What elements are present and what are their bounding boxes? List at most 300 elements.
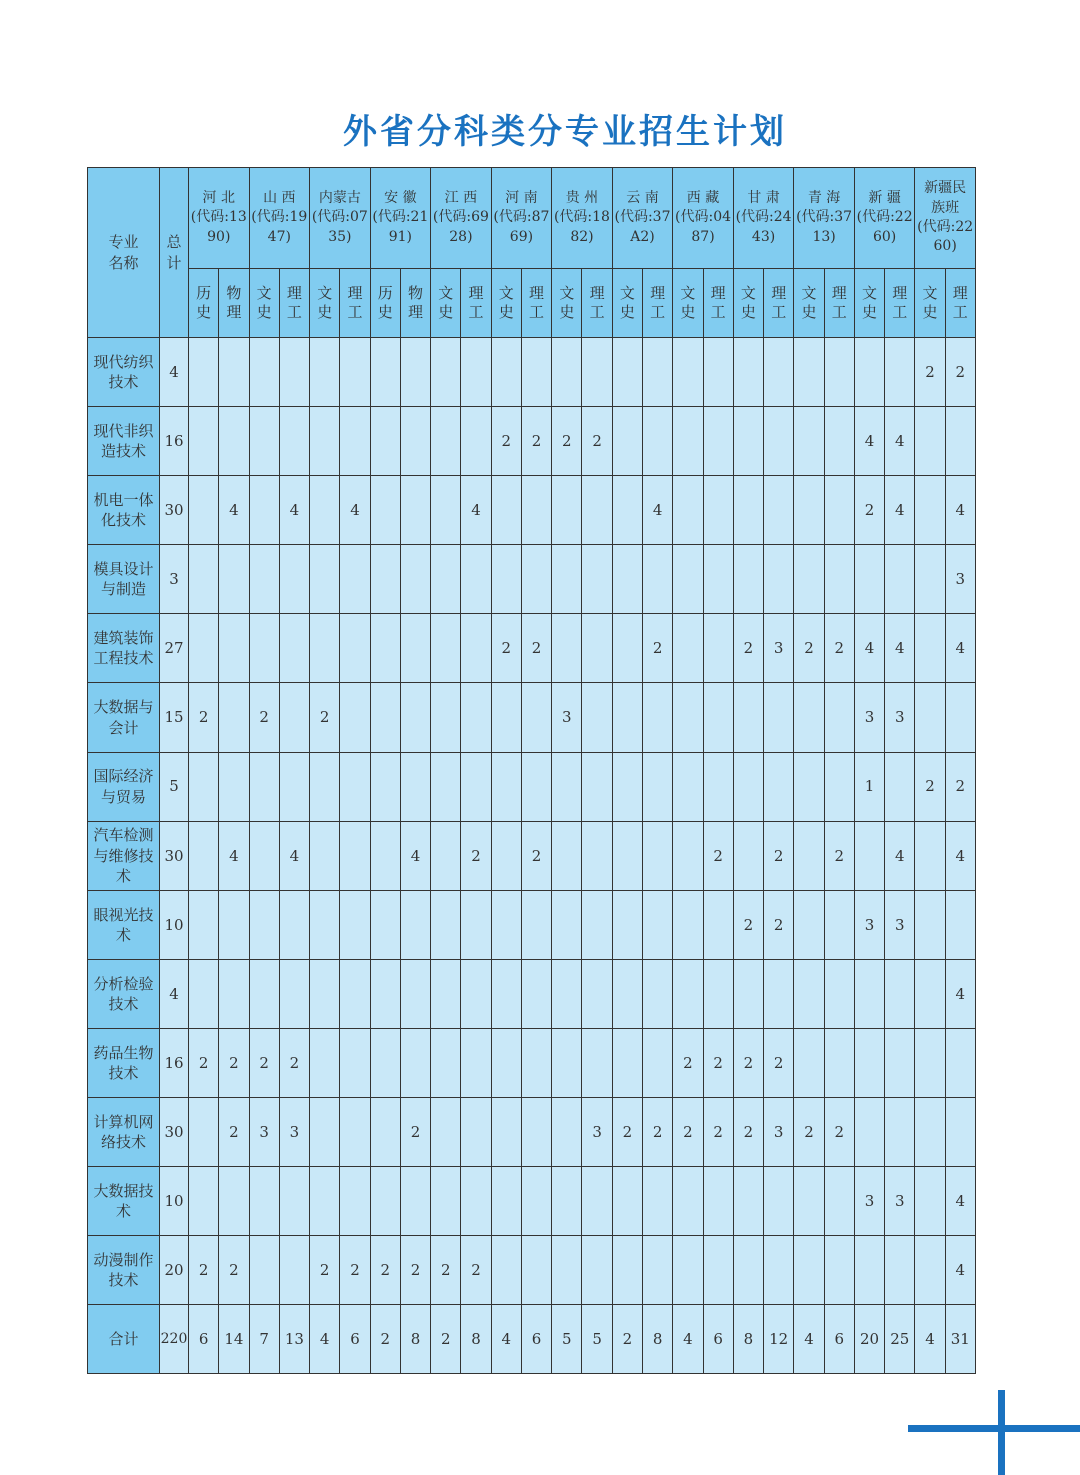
quota-cell: 4 — [885, 476, 915, 545]
subject-label: 文史 — [438, 283, 454, 321]
quota-cell — [521, 476, 551, 545]
header-subject — [219, 269, 249, 338]
quota-cell: 2 — [521, 821, 551, 890]
quota-cell — [552, 752, 582, 821]
major-name — [88, 890, 160, 959]
quota-cell: 3 — [854, 1167, 884, 1236]
subject-label: 理工 — [468, 283, 484, 321]
quota-cell — [431, 752, 461, 821]
quota-cell — [582, 476, 612, 545]
subject-label: 理工 — [529, 283, 545, 321]
row-total: 30 — [160, 1098, 189, 1167]
quota-cell — [824, 476, 854, 545]
table-row — [88, 476, 976, 545]
quota-cell — [733, 407, 763, 476]
quota-cell — [733, 1236, 763, 1305]
province-code: (代码:1947) — [251, 209, 308, 245]
header-subject — [340, 269, 370, 338]
quota-cell: 3 — [885, 683, 915, 752]
quota-cell — [249, 1236, 279, 1305]
quota-cell: 4 — [945, 476, 975, 545]
quota-cell: 3 — [885, 890, 915, 959]
province-name: 甘 肃 — [747, 190, 780, 207]
quota-cell — [642, 890, 672, 959]
quota-cell — [279, 683, 309, 752]
quota-cell — [794, 545, 824, 614]
province-name: 江 西 — [444, 190, 478, 207]
quota-cell — [885, 752, 915, 821]
quota-cell — [189, 545, 219, 614]
header-subject — [673, 269, 703, 338]
quota-cell — [491, 752, 521, 821]
quota-cell — [249, 752, 279, 821]
quota-cell — [219, 959, 249, 1028]
quota-cell — [612, 821, 642, 890]
quota-cell — [612, 683, 642, 752]
quota-cell: 2 — [189, 683, 219, 752]
quota-cell — [612, 476, 642, 545]
quota-cell: 2 — [431, 1236, 461, 1305]
major-name — [88, 476, 160, 545]
province-code: (代码:3713) — [796, 209, 853, 245]
quota-cell — [703, 338, 733, 407]
quota-cell: 2 — [854, 476, 884, 545]
header-province — [370, 168, 431, 269]
quota-cell — [249, 476, 279, 545]
province-name: 山 西 — [263, 190, 296, 207]
table-row — [88, 959, 976, 1028]
subject-label: 理工 — [286, 283, 302, 321]
quota-cell — [582, 1028, 612, 1097]
quota-cell — [400, 1167, 430, 1236]
quota-cell — [521, 1098, 551, 1167]
quota-cell — [521, 890, 551, 959]
major-name — [88, 1028, 160, 1097]
quota-cell — [370, 1167, 400, 1236]
quota-cell: 2 — [794, 614, 824, 683]
quota-cell: 2 — [764, 821, 794, 890]
quota-cell — [521, 1236, 551, 1305]
quota-cell — [764, 959, 794, 1028]
quota-cell: 4 — [885, 614, 915, 683]
major-name-text: 汽车检测与维修技术 — [93, 826, 154, 885]
quota-cell — [703, 407, 733, 476]
quota-cell: 2 — [431, 1305, 461, 1374]
quota-cell — [854, 821, 884, 890]
quota-cell — [189, 338, 219, 407]
quota-cell — [310, 476, 340, 545]
subject-label: 理工 — [831, 283, 847, 321]
quota-cell — [582, 1236, 612, 1305]
quota-cell — [824, 1028, 854, 1097]
quota-cell — [794, 1236, 824, 1305]
quota-cell — [642, 683, 672, 752]
quota-cell — [340, 338, 370, 407]
table-row — [88, 683, 976, 752]
quota-cell: 4 — [945, 1236, 975, 1305]
quota-cell — [794, 959, 824, 1028]
subject-label: 历史 — [196, 283, 212, 321]
quota-cell — [703, 959, 733, 1028]
quota-cell — [915, 614, 945, 683]
province-name: 西 藏 — [686, 190, 720, 207]
quota-cell: 2 — [310, 683, 340, 752]
major-name — [88, 752, 160, 821]
row-total: 30 — [160, 821, 189, 890]
decorative-cross-horizontal — [908, 1425, 1080, 1432]
quota-cell: 6 — [703, 1305, 733, 1374]
quota-cell — [733, 476, 763, 545]
quota-cell — [854, 959, 884, 1028]
quota-cell: 2 — [673, 1028, 703, 1097]
quota-cell — [703, 1167, 733, 1236]
quota-cell — [219, 683, 249, 752]
quota-cell: 2 — [703, 1028, 733, 1097]
quota-cell — [794, 407, 824, 476]
quota-cell: 2 — [733, 890, 763, 959]
quota-cell — [612, 752, 642, 821]
major-name-text: 药品生物技术 — [93, 1043, 154, 1082]
quota-cell: 2 — [764, 890, 794, 959]
quota-cell — [794, 821, 824, 890]
subject-label: 文史 — [922, 283, 938, 321]
subject-label: 物理 — [226, 283, 242, 321]
major-name-text: 大数据技术 — [93, 1181, 154, 1221]
quota-cell — [552, 821, 582, 890]
quota-cell — [552, 1167, 582, 1236]
quota-cell — [249, 1167, 279, 1236]
quota-cell — [249, 959, 279, 1028]
quota-cell — [915, 683, 945, 752]
quota-cell: 3 — [945, 545, 975, 614]
quota-cell — [279, 1167, 309, 1236]
major-name-text: 机电一体化技术 — [93, 490, 154, 530]
quota-cell — [189, 821, 219, 890]
quota-cell — [642, 545, 672, 614]
quota-cell — [915, 890, 945, 959]
quota-cell — [461, 1098, 491, 1167]
major-name — [88, 1167, 160, 1236]
major-name-text: 动漫制作技术 — [93, 1251, 154, 1290]
quota-cell — [733, 1167, 763, 1236]
quota-cell — [370, 752, 400, 821]
quota-cell — [189, 614, 219, 683]
quota-cell — [521, 338, 551, 407]
quota-cell: 5 — [582, 1305, 612, 1374]
quota-cell — [189, 1167, 219, 1236]
header-subject — [249, 269, 279, 338]
quota-cell — [249, 821, 279, 890]
quota-cell — [189, 752, 219, 821]
quota-cell — [582, 683, 612, 752]
major-name-text: 建筑装饰工程技术 — [93, 629, 154, 668]
quota-cell — [521, 1167, 551, 1236]
province-code: (代码:6928) — [432, 209, 489, 245]
quota-cell — [219, 545, 249, 614]
quota-cell: 2 — [824, 1098, 854, 1167]
quota-cell — [189, 959, 219, 1028]
header-province — [915, 168, 976, 269]
quota-cell: 2 — [612, 1098, 642, 1167]
quota-cell — [733, 338, 763, 407]
quota-cell: 4 — [400, 821, 430, 890]
quota-cell — [582, 821, 612, 890]
quota-cell — [461, 683, 491, 752]
quota-cell — [491, 545, 521, 614]
quota-cell: 3 — [854, 683, 884, 752]
quota-cell — [582, 614, 612, 683]
quota-cell: 4 — [885, 821, 915, 890]
quota-cell: 2 — [219, 1028, 249, 1097]
quota-cell — [370, 1028, 400, 1097]
enrollment-plan-table — [87, 167, 976, 1374]
header-row-provinces — [88, 168, 976, 269]
quota-cell — [279, 614, 309, 683]
quota-cell — [370, 338, 400, 407]
province-name: 新疆民族班 — [924, 180, 967, 216]
quota-cell — [491, 1167, 521, 1236]
quota-cell — [340, 407, 370, 476]
quota-cell: 4 — [945, 614, 975, 683]
quota-cell: 2 — [400, 1236, 430, 1305]
quota-cell — [219, 338, 249, 407]
quota-cell — [915, 545, 945, 614]
quota-cell — [189, 1098, 219, 1167]
quota-cell: 8 — [400, 1305, 430, 1374]
quota-cell — [642, 1167, 672, 1236]
quota-cell — [521, 545, 551, 614]
quota-cell — [885, 959, 915, 1028]
quota-cell — [219, 890, 249, 959]
subject-label: 文史 — [498, 283, 514, 321]
table-row — [88, 821, 976, 890]
quota-cell — [400, 1028, 430, 1097]
quota-cell — [945, 890, 975, 959]
quota-cell — [582, 545, 612, 614]
quota-cell — [854, 1028, 884, 1097]
quota-cell — [824, 752, 854, 821]
header-subject — [703, 269, 733, 338]
quota-cell — [279, 407, 309, 476]
province-name: 贵 州 — [565, 190, 599, 207]
subject-label: 文史 — [619, 283, 635, 321]
quota-cell: 2 — [461, 821, 491, 890]
quota-cell — [673, 338, 703, 407]
quota-cell — [612, 1236, 642, 1305]
header-subject — [279, 269, 309, 338]
quota-cell — [945, 1028, 975, 1097]
quota-cell — [400, 683, 430, 752]
quota-cell — [279, 890, 309, 959]
row-total: 4 — [160, 959, 189, 1028]
quota-cell — [885, 545, 915, 614]
quota-cell: 4 — [279, 476, 309, 545]
province-name: 安 徽 — [384, 190, 417, 207]
header-subject — [612, 269, 642, 338]
major-name — [88, 407, 160, 476]
quota-cell: 2 — [189, 1028, 219, 1097]
quota-cell — [400, 752, 430, 821]
subject-label: 文史 — [740, 283, 756, 321]
quota-cell — [431, 1098, 461, 1167]
quota-cell: 4 — [340, 476, 370, 545]
quota-cell — [431, 1167, 461, 1236]
quota-cell: 4 — [854, 614, 884, 683]
quota-cell — [673, 614, 703, 683]
quota-cell — [400, 476, 430, 545]
header-province — [794, 168, 855, 269]
quota-cell — [673, 545, 703, 614]
quota-cell — [310, 407, 340, 476]
province-code: (代码:2260) — [917, 219, 974, 255]
quota-cell: 4 — [945, 1167, 975, 1236]
quota-cell: 2 — [582, 407, 612, 476]
major-name — [88, 821, 160, 890]
quota-cell — [461, 545, 491, 614]
quota-cell: 2 — [673, 1098, 703, 1167]
subject-label: 文史 — [559, 283, 575, 321]
quota-cell — [642, 1028, 672, 1097]
quota-cell: 2 — [824, 614, 854, 683]
quota-cell — [279, 752, 309, 821]
header-subject — [642, 269, 672, 338]
quota-cell: 31 — [945, 1305, 975, 1374]
quota-cell — [461, 1028, 491, 1097]
province-code: (代码:0735) — [311, 209, 368, 245]
quota-cell — [582, 959, 612, 1028]
quota-cell — [552, 614, 582, 683]
header-subject — [915, 269, 945, 338]
major-name-text: 计算机网络技术 — [93, 1112, 154, 1152]
quota-cell — [431, 683, 461, 752]
header-subject — [189, 269, 219, 338]
quota-cell: 3 — [279, 1098, 309, 1167]
quota-cell: 2 — [400, 1098, 430, 1167]
quota-cell — [461, 614, 491, 683]
page-title: 外省分科类分专业招生计划 — [343, 112, 787, 152]
quota-cell — [885, 1098, 915, 1167]
quota-cell: 2 — [945, 752, 975, 821]
header-province — [854, 168, 915, 269]
province-name: 内蒙古 — [318, 190, 361, 207]
header-subject — [764, 269, 794, 338]
major-name-text: 国际经济与贸易 — [93, 767, 154, 806]
major-name-text: 现代纺织技术 — [93, 352, 154, 392]
header-subject — [431, 269, 461, 338]
quota-cell: 20 — [854, 1305, 884, 1374]
quota-cell — [854, 1098, 884, 1167]
quota-cell: 2 — [219, 1236, 249, 1305]
quota-cell: 3 — [249, 1098, 279, 1167]
quota-cell — [915, 476, 945, 545]
quota-cell — [642, 959, 672, 1028]
quota-cell — [915, 1098, 945, 1167]
quota-cell — [612, 407, 642, 476]
table-row — [88, 614, 976, 683]
quota-cell — [552, 476, 582, 545]
table-row — [88, 1098, 976, 1167]
row-total: 16 — [160, 1028, 189, 1097]
province-code: (代码:2191) — [372, 209, 429, 245]
header-subject — [733, 269, 763, 338]
quota-cell: 2 — [733, 1098, 763, 1167]
header-major — [88, 168, 160, 338]
quota-cell: 2 — [340, 1236, 370, 1305]
quota-cell: 2 — [279, 1028, 309, 1097]
subject-label: 文史 — [861, 283, 877, 321]
quota-cell — [794, 890, 824, 959]
major-name — [88, 1305, 160, 1374]
quota-cell — [915, 1236, 945, 1305]
quota-cell — [461, 959, 491, 1028]
quota-cell — [612, 614, 642, 683]
quota-cell — [189, 407, 219, 476]
quota-cell — [703, 614, 733, 683]
header-subject — [310, 269, 340, 338]
quota-cell — [400, 614, 430, 683]
quota-cell — [794, 1028, 824, 1097]
quota-cell — [673, 1236, 703, 1305]
quota-cell — [794, 1167, 824, 1236]
header-subject — [461, 269, 491, 338]
quota-cell — [400, 545, 430, 614]
quota-cell — [673, 959, 703, 1028]
subject-label: 理工 — [347, 283, 363, 321]
quota-cell — [431, 545, 461, 614]
quota-cell — [733, 545, 763, 614]
major-name — [88, 683, 160, 752]
subject-label: 理工 — [771, 283, 787, 321]
quota-cell — [703, 545, 733, 614]
quota-cell — [552, 1098, 582, 1167]
header-subject — [854, 269, 884, 338]
quota-cell — [673, 752, 703, 821]
row-total: 15 — [160, 683, 189, 752]
major-name-text: 模具设计与制造 — [93, 560, 154, 599]
header-subject — [794, 269, 824, 338]
quota-cell: 7 — [249, 1305, 279, 1374]
quota-cell — [249, 545, 279, 614]
province-name: 河 南 — [505, 190, 538, 207]
province-name: 云 南 — [626, 190, 659, 207]
quota-cell — [673, 821, 703, 890]
quota-cell — [340, 545, 370, 614]
header-subject — [582, 269, 612, 338]
quota-cell: 14 — [219, 1305, 249, 1374]
quota-cell — [279, 545, 309, 614]
quota-cell — [461, 1167, 491, 1236]
quota-cell — [794, 752, 824, 821]
major-name-text: 眼视光技术 — [93, 905, 154, 944]
quota-cell: 3 — [764, 614, 794, 683]
header-province — [612, 168, 673, 269]
header-province — [310, 168, 371, 269]
quota-cell — [915, 407, 945, 476]
header-subject — [824, 269, 854, 338]
header-total-label: 总计 — [166, 232, 182, 272]
quota-cell: 3 — [552, 683, 582, 752]
quota-cell — [219, 752, 249, 821]
quota-cell: 2 — [189, 1236, 219, 1305]
quota-cell — [673, 1167, 703, 1236]
header-subject — [521, 269, 551, 338]
quota-cell: 4 — [219, 821, 249, 890]
quota-cell — [310, 959, 340, 1028]
quota-cell — [461, 752, 491, 821]
header-total — [160, 168, 189, 338]
header-subject — [885, 269, 915, 338]
quota-cell — [219, 1167, 249, 1236]
